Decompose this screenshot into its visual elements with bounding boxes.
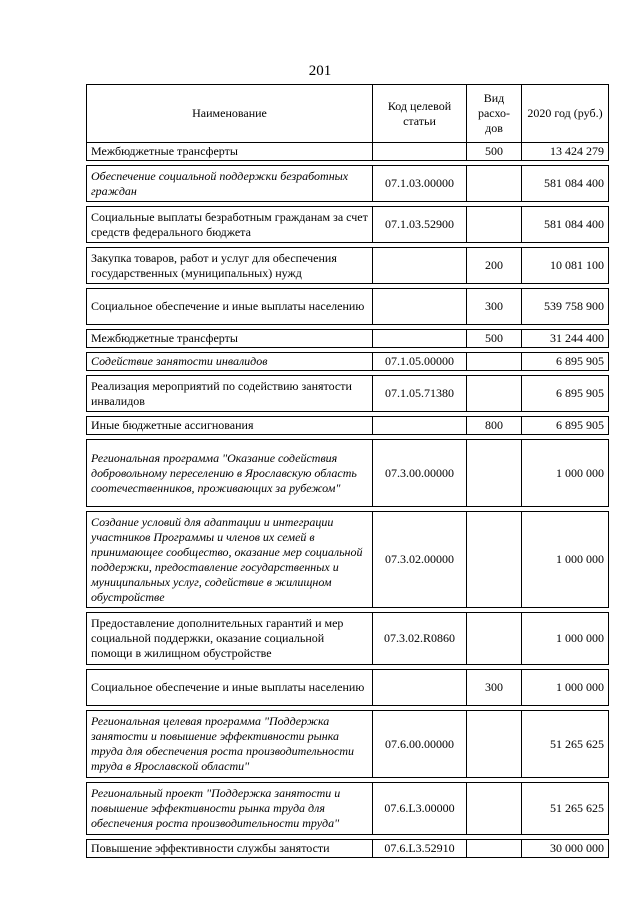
- table-row: [87, 166, 609, 202]
- amount-cell: 581 084 400: [522, 207, 609, 243]
- code-cell: 07.1.03.52900: [373, 207, 467, 243]
- table-row: [87, 143, 609, 161]
- table-header-row: [87, 85, 609, 143]
- table-row: [87, 289, 609, 325]
- table-row: [87, 417, 609, 435]
- code-cell: 07.3.00.00000: [373, 440, 467, 507]
- expense-type-cell: [467, 166, 522, 202]
- table-row: [87, 207, 609, 243]
- amount-cell: 10 081 100: [522, 248, 609, 284]
- code-cell: [373, 330, 467, 348]
- code-cell: [373, 417, 467, 435]
- name-cell: Повышение эффективности службы занятости: [87, 840, 373, 858]
- expense-type-cell: 800: [467, 417, 522, 435]
- expense-type-cell: [467, 440, 522, 507]
- table-row: [87, 613, 609, 665]
- code-cell: 07.6.L3.00000: [373, 783, 467, 835]
- table-row: [87, 248, 609, 284]
- code-cell: [373, 670, 467, 706]
- budget-table: [86, 84, 609, 858]
- expense-type-cell: [467, 783, 522, 835]
- name-cell: Региональная целевая программа "Поддержка занятости и повышение эффективности рынка труда для обеспечения роста производительности труда в Ярославской области": [87, 711, 373, 778]
- amount-cell: 31 244 400: [522, 330, 609, 348]
- amount-cell: 30 000 000: [522, 840, 609, 858]
- name-cell: Создание условий для адаптации и интеграции участников Программы и членов их семей в принимающее сообщество, оказание мер социальной поддержки, предоставление государственных и муниципальных услуг, содействие в жилищном обустройстве: [87, 512, 373, 608]
- amount-cell: 1 000 000: [522, 512, 609, 608]
- name-cell: Региональная программа "Оказание содействия добровольному переселению в Ярославскую область соотечественников, проживающих за рубежом": [87, 440, 373, 507]
- code-cell: 07.6.L3.52910: [373, 840, 467, 858]
- amount-cell: 1 000 000: [522, 670, 609, 706]
- expense-type-cell: [467, 353, 522, 371]
- amount-cell: 6 895 905: [522, 353, 609, 371]
- name-cell: Закупка товаров, работ и услуг для обеспечения государственных (муниципальных) нужд: [87, 248, 373, 284]
- expense-type-cell: 300: [467, 289, 522, 325]
- name-cell: Межбюджетные трансферты: [87, 330, 373, 348]
- table-row: [87, 376, 609, 412]
- expense-type-cell: [467, 376, 522, 412]
- expense-type-cell: [467, 207, 522, 243]
- table-row: [87, 840, 609, 858]
- expense-type-cell: [467, 512, 522, 608]
- name-cell: Обеспечение социальной поддержки безработных граждан: [87, 166, 373, 202]
- expense-type-cell: [467, 711, 522, 778]
- amount-cell: 1 000 000: [522, 613, 609, 665]
- code-cell: 07.3.02.00000: [373, 512, 467, 608]
- name-cell: Социальное обеспечение и иные выплаты населению: [87, 670, 373, 706]
- name-cell: Социальные выплаты безработным гражданам за счет средств федерального бюджета: [87, 207, 373, 243]
- page-number: 201: [308, 63, 332, 79]
- expense-type-cell: 500: [467, 143, 522, 161]
- code-cell: 07.1.03.00000: [373, 166, 467, 202]
- name-cell: Социальное обеспечение и иные выплаты населению: [87, 289, 373, 325]
- table-row: [87, 783, 609, 835]
- code-cell: 07.1.05.71380: [373, 376, 467, 412]
- table-row: [87, 330, 609, 348]
- header-name: Наименование: [87, 85, 373, 143]
- amount-cell: 6 895 905: [522, 417, 609, 435]
- name-cell: Предоставление дополнительных гарантий и мер социальной поддержки, оказание социальной помощи в жилищном обустройстве: [87, 613, 373, 665]
- expense-type-cell: 500: [467, 330, 522, 348]
- expense-type-cell: [467, 613, 522, 665]
- amount-cell: 581 084 400: [522, 166, 609, 202]
- table-row: [87, 512, 609, 608]
- amount-cell: 6 895 905: [522, 376, 609, 412]
- code-cell: [373, 143, 467, 161]
- code-cell: 07.1.05.00000: [373, 353, 467, 371]
- name-cell: Реализация мероприятий по содействию занятости инвалидов: [87, 376, 373, 412]
- amount-cell: 51 265 625: [522, 783, 609, 835]
- header-type: Вид расхо-дов: [467, 85, 522, 143]
- code-cell: [373, 289, 467, 325]
- amount-cell: 1 000 000: [522, 440, 609, 507]
- amount-cell: 539 758 900: [522, 289, 609, 325]
- table-row: [87, 353, 609, 371]
- expense-type-cell: 300: [467, 670, 522, 706]
- code-cell: [373, 248, 467, 284]
- name-cell: Иные бюджетные ассигнования: [87, 417, 373, 435]
- table-row: [87, 440, 609, 507]
- amount-cell: 51 265 625: [522, 711, 609, 778]
- expense-type-cell: 200: [467, 248, 522, 284]
- header-sum: 2020 год (руб.): [522, 85, 609, 143]
- name-cell: Межбюджетные трансферты: [87, 143, 373, 161]
- name-cell: Содействие занятости инвалидов: [87, 353, 373, 371]
- header-code: Код целевой статьи: [373, 85, 467, 143]
- table-row: [87, 711, 609, 778]
- code-cell: 07.6.00.00000: [373, 711, 467, 778]
- code-cell: 07.3.02.R0860: [373, 613, 467, 665]
- name-cell: Региональный проект "Поддержка занятости и повышение эффективности рынка труда для обеспечения роста производительности труда": [87, 783, 373, 835]
- amount-cell: 13 424 279: [522, 143, 609, 161]
- table-row: [87, 670, 609, 706]
- expense-type-cell: [467, 840, 522, 858]
